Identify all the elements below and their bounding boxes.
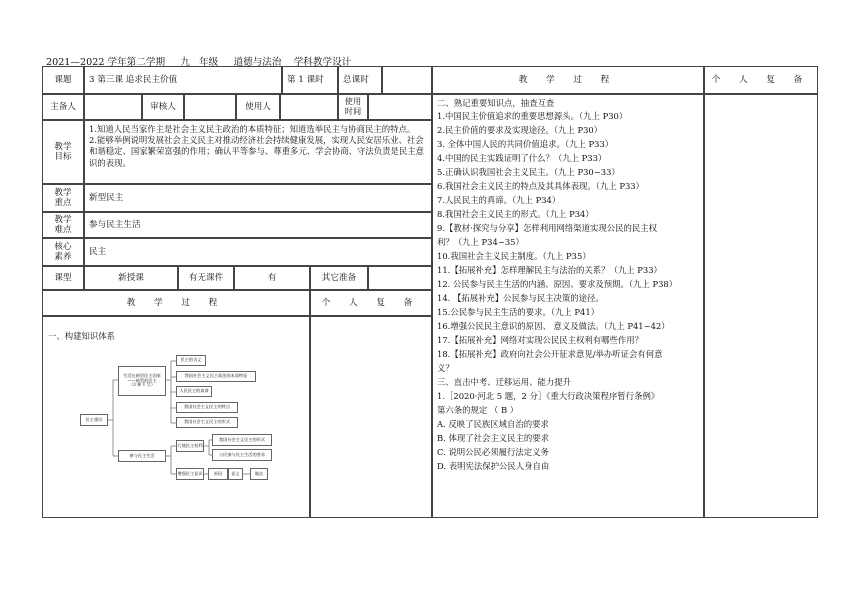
- text-line: 2.民主价值的要求及实现途径。（九上 P30）: [437, 125, 603, 135]
- text-line: 1.［2020·河北 5 题，2 分］《重大行政决策程序暂行条例》: [437, 391, 660, 401]
- type-value: 新授课: [84, 266, 178, 290]
- mindmap-leaf-2: 我国社会主义民主政治的本质特征: [176, 371, 256, 382]
- literacy-label: 核心素养: [42, 238, 84, 266]
- section1-title: 一、构建知识体系: [48, 331, 115, 341]
- type-label: 课型: [42, 266, 84, 290]
- text-line: 二、熟记重要知识点，抽查互查: [437, 98, 555, 108]
- text-line: 11.【拓展补充】怎样理解民主与法治的关系？（九上 P33）: [437, 265, 662, 275]
- mindmap-leaf-4: 我国社会主义民主的特点: [176, 402, 238, 413]
- mindmap-reason: 原因: [208, 468, 228, 480]
- right-process-header: 教 学 过 程: [432, 66, 704, 94]
- text-line: 4.中国的民主实践证明了什么？（九上 P33）: [437, 153, 607, 163]
- goals-label: 教学目标: [42, 120, 84, 184]
- text-line: 5.正确认识我国社会主义民主。（九上 P30~33）: [437, 167, 620, 177]
- text-line: 6.我国社会主义民主的特点及其具体表现。（九上 P33）: [437, 181, 644, 191]
- mindmap-branch-new-democracy: [118, 366, 166, 396]
- subject-value: 道德与法治: [233, 57, 282, 68]
- goals-text: 1.知道人民当家作主是社会主义民主政治的本质特征；知道选举民主与协商民主的特点。 2.能够举例说明发展社会主义民主对推动经济社会持续健康发展，实现人民安居乐业、社会和谐稳定、国家繁荣富强的作用；确认平等参与、尊重多元、学会协商、守法负责是民主意识的表现。: [84, 120, 432, 184]
- mindmap-enhance-awareness: 增强民主意识: [176, 468, 204, 480]
- key-label: 教学重点: [42, 184, 84, 212]
- left-review-header: 个 人 复 备: [310, 290, 432, 316]
- text-line: 1.中国民主价值追求的重要思想源头。（九上 P30）: [437, 111, 628, 121]
- branch1-title: 生活在新型民主国家——新型的民主: [123, 373, 161, 383]
- text-line: 3. 全体中国人民的共同价值追求。（九上 P33）: [437, 139, 614, 149]
- right-review-content: [704, 94, 818, 518]
- text-line: B. 体现了社会主义民主的要求: [437, 433, 549, 443]
- courseware-label: 有无课件: [178, 266, 234, 290]
- preparer-label: 主备人: [42, 94, 84, 120]
- text-line: C. 说明公民必须履行法定义务: [437, 447, 549, 457]
- header-suffix: 学科教学设计: [293, 57, 352, 68]
- term-label: 2021—2022 学年第二学期: [46, 57, 166, 68]
- text-line: 8.我国社会主义民主的形式。（九上 P34）: [437, 209, 594, 219]
- text-line: 14. 【拓展补充】公民参与民主决策的途径。: [437, 293, 604, 303]
- reviewer-label: 审核人: [142, 94, 184, 120]
- grade-value: 九: [180, 57, 190, 68]
- text-line: 18.【拓展补充】政府向社会公开征求意见/举办听证会有何意: [437, 349, 663, 359]
- text-line: 16.增强公民民主意识的原因、 意义及做法。（九上 P41~42）: [437, 321, 670, 331]
- mindmap-leaf-1: 民主的含义: [176, 355, 206, 366]
- text-line: D. 表明宪法保护公民人身自由: [437, 461, 550, 471]
- difficulty-value: 参与民主生活: [84, 212, 432, 238]
- text-line: 10.我国社会主义民主制度。（九上 P35）: [437, 251, 591, 261]
- courseware-value: 有: [234, 266, 310, 290]
- text-line: 17.【拓展补充】网络对实现公民民主权利有哪些作用？: [437, 335, 643, 345]
- total-lessons-label: 总课时: [338, 66, 382, 94]
- mindmap-leaf-5: 我国社会主义民主的形式: [176, 417, 238, 428]
- right-review-header: 个 人 复 备: [704, 66, 818, 94]
- topic-label: 课题: [42, 66, 84, 94]
- text-line: 15.公民参与民主生活的要求。（九上 P41）: [437, 307, 600, 317]
- grade-suffix: 年级: [199, 57, 219, 68]
- mindmap-exercise-rights: 行使民主权利: [176, 440, 204, 452]
- text-line: A. 反映了民族区域自治的要求: [437, 419, 549, 429]
- text-line: 第六条的规定 （ B ）: [437, 405, 519, 415]
- branch1-subtitle: （3 种 1 号）: [128, 382, 156, 388]
- text-line: 12. 公民参与民主生活的内涵、原因、要求及预期。（九上 P38）: [437, 279, 678, 289]
- mindmap-forms: 我国社会主义民主的形式: [212, 434, 272, 446]
- lesson-number: 第 1 课时: [282, 66, 338, 94]
- time-label: 使用时间: [338, 94, 368, 120]
- key-value: 新型民主: [84, 184, 432, 212]
- other-prep-label: 其它准备: [310, 266, 368, 290]
- mindmap-branch-participate: 参与民主生活: [118, 450, 166, 462]
- text-line: 三、直击中考、迁移运用、能力提升: [437, 377, 571, 387]
- mindmap-leaf-3: 人民民主的真谛: [176, 386, 212, 397]
- text-line: 利？（九上 P34~35）: [437, 237, 524, 247]
- mindmap-method: 做法: [250, 468, 268, 480]
- difficulty-label: 教学难点: [42, 212, 84, 238]
- mindmap-requirements: 公民参与民主生活的要求: [212, 449, 272, 461]
- topic-value: 3 第三课 追求民主价值: [84, 66, 282, 94]
- mindmap-root: 民主建设: [80, 414, 108, 426]
- text-line: 9.【教材·探究与分享】怎样利用网络渠道实现公民的民主权: [437, 223, 658, 233]
- text-line: 义？: [437, 363, 454, 373]
- user-label: 使用人: [236, 94, 280, 120]
- left-process-header: 教 学 过 程: [42, 290, 310, 316]
- text-line: 7.人民民主的真谛。（九上 P34）: [437, 195, 561, 205]
- literacy-value: 民主: [84, 238, 432, 266]
- mindmap-meaning: 意义: [228, 468, 243, 480]
